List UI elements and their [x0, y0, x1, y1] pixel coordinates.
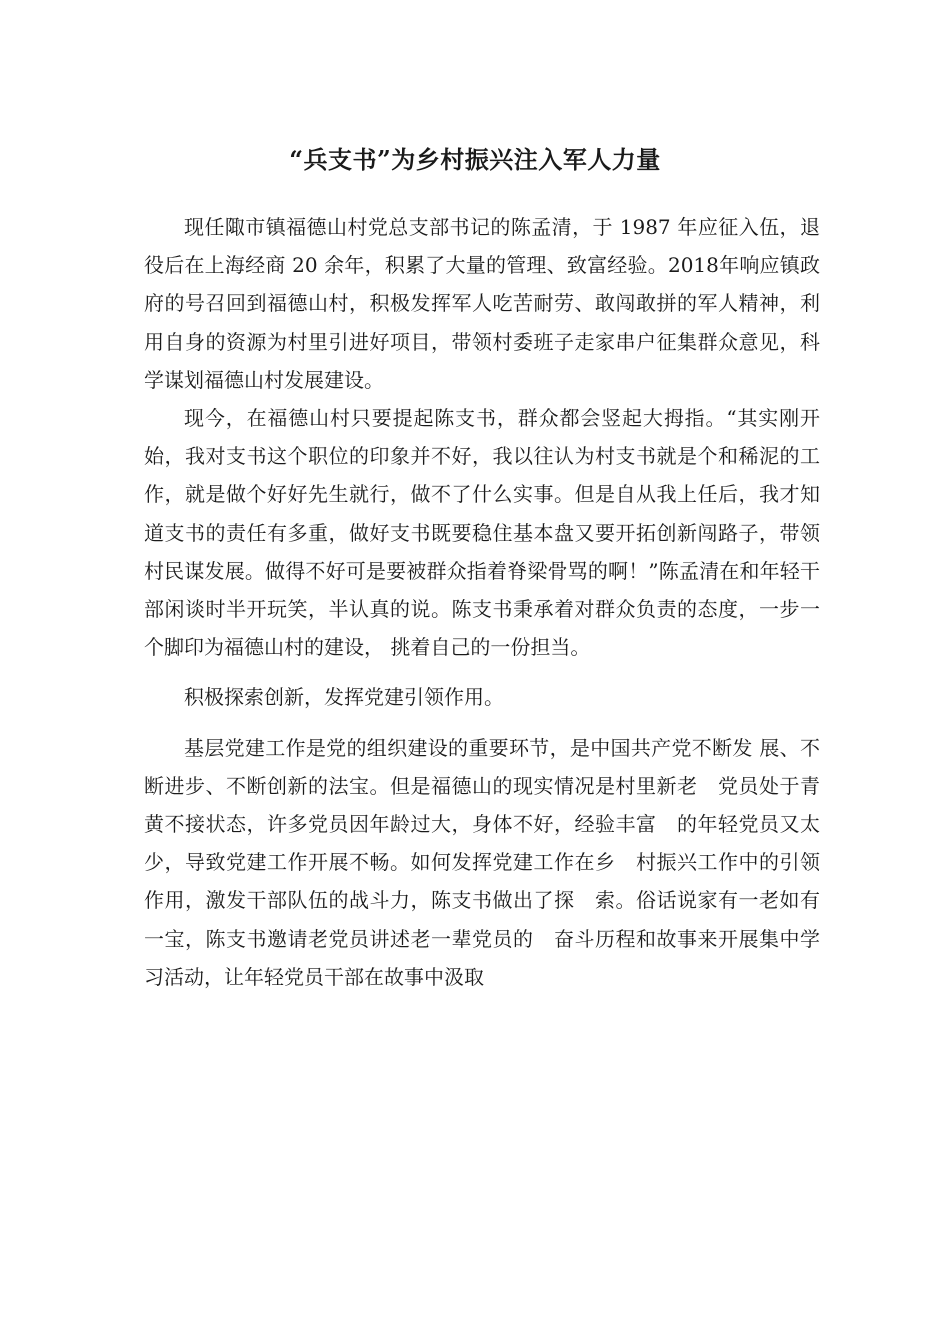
- paragraph-party-building: 基层党建工作是党的组织建设的重要环节，是中国共产党不断发 展、不断进步、不断创新的法宝。但是福德山的现实情况是村里新老 党员处于青黄不接状态，许多党员因年龄过大，身体不好，经验丰富 的年轻党员又太少，导致党建工作开展不畅。如何发挥党建工作在乡 村振兴工作中的引领作用，激发干部队伍的战斗力，陈支书做出了探 索。俗话说家有一老如有一宝，陈支书邀请老党员讲述老一辈党员的 奋斗历程和故事来开展集中学习活动，让年轻党员干部在故事中汲取: [144, 735, 820, 989]
- document-title: “兵支书”为乡村振兴注入军人力量: [289, 145, 661, 174]
- section-heading: 积极探索创新，发挥党建引领作用。: [184, 685, 504, 710]
- paragraph-quote: 现今，在福德山村只要提起陈支书，群众都会竖起大拇指。“其实刚开始，我对支书这个职位的印象并不好，我以往认为村支书就是个和稀泥的工作，就是做个好好先生就行，做不了什么实事。但是自从我上任后，我才知道支书的责任有多重，做好支书既要稳住基本盘又要开拓创新闯路子，带领村民谋发展。做得不好可是要被群众指着脊梁骨骂的啊！”陈孟清在和年轻干部闲谈时半开玩笑，半认真的说。陈支书秉承着对群众负责的态度，一步一个脚印为福德山村的建设， 挑着自己的一份担当。: [144, 406, 820, 660]
- document-body: [144, 208, 820, 996]
- paragraph-intro: 现任陬市镇福德山村党总支部书记的陈孟清，于 1987 年应征入伍，退役后在上海经商 20 余年，积累了大量的管理、致富经验。2018年响应镇政府的号召回到福德山村，积极发挥军人吃苦耐劳、敢闯敢拼的军人精神，利用自身的资源为村里引进好项目，带领村委班子走家串户征集群众意见，科学谋划福德山村发展建设。: [144, 215, 820, 392]
